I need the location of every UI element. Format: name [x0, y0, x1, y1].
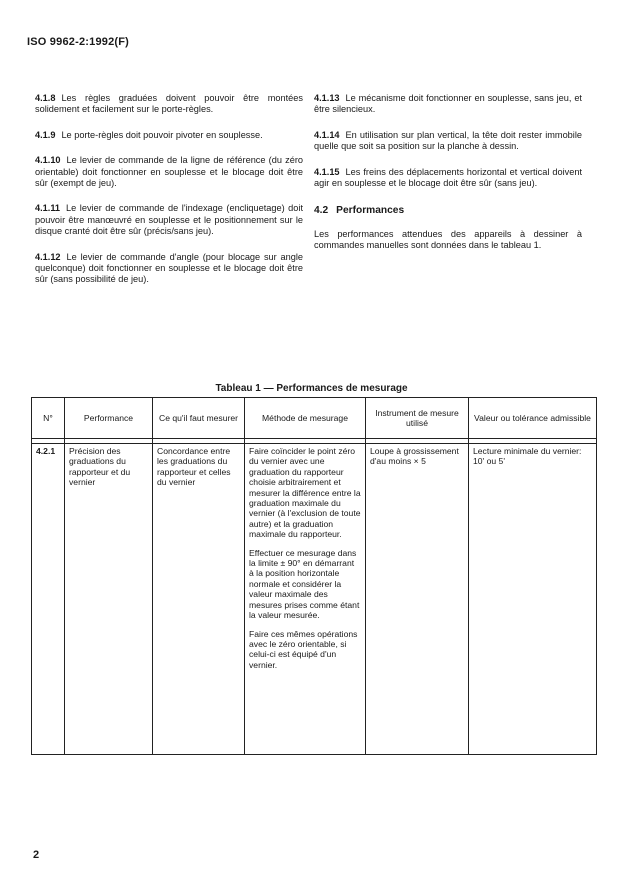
clause-text: Le porte-règles doit pouvoir pivoter en souplesse.: [61, 129, 263, 140]
table-row: [32, 444, 597, 755]
header-num: N°: [32, 398, 65, 439]
table-title: Tableau 1 — Performances de mesurage: [215, 383, 408, 394]
clause-4-1-9: [35, 130, 303, 141]
performance-table: [31, 397, 597, 755]
header-instrument: Instrument de mesure utilisé: [366, 398, 469, 439]
cell-num: 4.2.1: [32, 444, 65, 755]
cell-tolerance: Lecture minimale du vernier: 10' ou 5': [469, 444, 597, 755]
clause-text: En utilisation sur plan vertical, la tête doit rester immobile quelle que soit sa position sur la planche à dessin.: [314, 129, 582, 152]
cell-performance: Précision des graduations du rapporteur et du vernier: [65, 444, 153, 755]
header-method: Méthode de mesurage: [245, 398, 366, 439]
clause-4-1-8: [35, 93, 303, 116]
right-column: [314, 93, 582, 266]
method-step-2: Effectuer ce mesurage dans la limite ± 90° en démarrant à la position horizontale normale et considérer la valeur maximale des mesures prises comme étant la valeur mesurée.: [249, 547, 360, 621]
method-step-1: Faire coïncider le point zéro du vernier avec une graduation du rapporteur choisie arbitrairement et mesurer la différence entre la graduation maximale du vernier (à l'exclusion de toute autre) et la graduation maximale du rapporteur.: [249, 446, 361, 540]
section-heading: [314, 205, 582, 216]
section-title: Performances: [336, 205, 405, 217]
header-tolerance: Valeur ou tolérance admissible: [469, 398, 597, 439]
clause-number: 4.1.10: [35, 155, 61, 166]
header-measure: Ce qu'il faut mesurer: [153, 398, 245, 439]
left-column: [35, 93, 303, 300]
clause-4-1-11: [35, 203, 303, 237]
cell-measure: Concordance entre les graduations du rapporteur et celles du vernier: [153, 444, 245, 755]
clause-text: Le mécanisme doit fonctionner en souplesse, sans jeu, et être silencieux.: [314, 93, 582, 115]
page-number: 2: [33, 849, 40, 861]
clause-text: Les freins des déplacements horizontal et vertical doivent agir en souplesse et le blocage doit être sûr (sans jeu).: [314, 166, 582, 189]
clause-number: 4.1.12: [35, 251, 61, 262]
clause-4-1-15: [314, 167, 582, 190]
method-step-3: Faire ces mêmes opérations avec le zéro orientable, si celui-ci est équipé d'un vernier.: [249, 628, 358, 670]
clause-4-1-12: [35, 252, 303, 286]
cell-method: [245, 444, 366, 755]
clause-number: 4.1.15: [314, 166, 340, 177]
clause-number: 4.1.14: [314, 129, 340, 140]
cell-instrument: Loupe à grossissement d'au moins × 5: [366, 444, 469, 755]
document-header: ISO 9962-2:1992(F): [27, 36, 130, 48]
clause-text: Le levier de commande de la ligne de référence (du zéro orientable) doit fonctionner en souplesse et le blocage doit être sûr (exempt de jeu).: [35, 155, 303, 189]
clause-text: Le levier de commande d'angle (pour blocage sur angle quelconque) doit fonctionner en souplesse et le blocage doit être sûr (sans possibilité de jeu).: [35, 251, 303, 285]
clause-4-1-14: [314, 130, 582, 153]
clause-text: Les règles graduées doivent pouvoir être montées solidement et facilement sur le porte-règles.: [35, 93, 303, 115]
clause-4-1-10: [35, 155, 303, 189]
header-performance: Performance: [65, 398, 153, 439]
section-text: Les performances attendues des appareils à dessiner à commandes manuelles sont données dans le tableau 1.: [314, 228, 582, 251]
section-number: 4.2: [314, 205, 329, 217]
clause-text: Le levier de commande de l'indexage (encliquetage) doit pouvoir être manœuvré en souplesse et le positionnement sur le disque cranté doit être sûr (précis/sans jeu).: [35, 203, 303, 237]
clause-number: 4.1.11: [35, 203, 61, 214]
clause-number: 4.1.8: [35, 93, 56, 103]
clause-number: 4.1.9: [35, 129, 56, 140]
clause-number: 4.1.13: [314, 93, 340, 103]
clause-4-1-13: [314, 93, 582, 116]
